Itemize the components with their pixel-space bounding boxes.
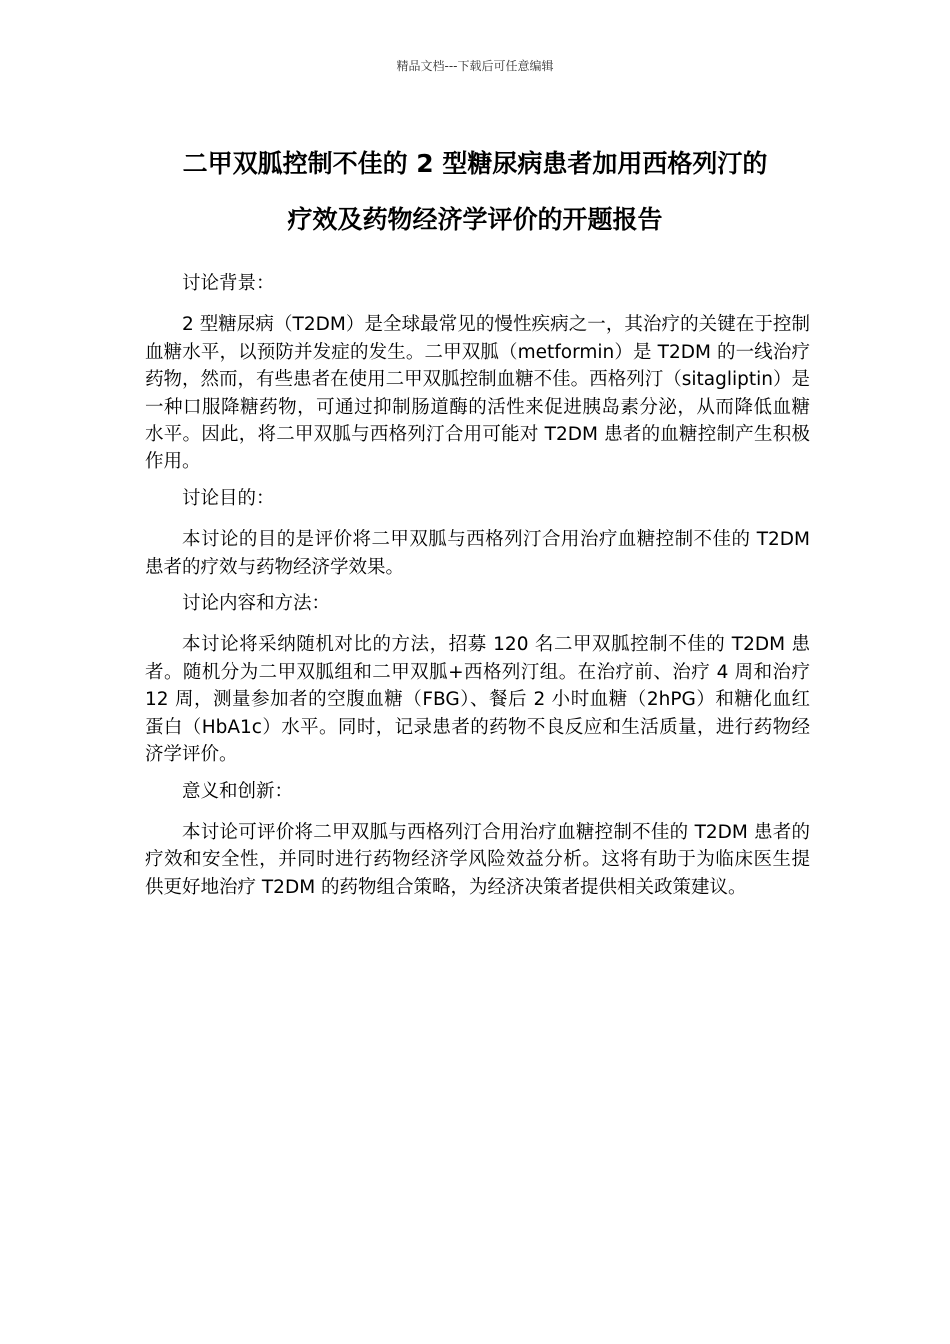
section-body-significance: 本讨论可评价将二甲双胍与西格列汀合用治疗血糖控制不佳的 T2DM 患者的疗效和安全性，并同时进行药物经济学风险效益分析。这将有助于为临床医生提供更好地治疗 T2DM 的药物组合策略，为经济决策者提供相关政策建议。 [145,821,810,898]
title-line-1: 二甲双胍控制不佳的 2 型糖尿病患者加用西格列汀的 [182,149,768,178]
header-note: 精品文档---下载后可任意编辑 [396,59,554,73]
section-body-purpose: 本讨论的目的是评价将二甲双胍与西格列汀合用治疗血糖控制不佳的 T2DM 患者的疗效与药物经济学效果。 [145,529,810,578]
section-body-methods: 本讨论将采纳随机对比的方法，招募 120 名二甲双胍控制不佳的 T2DM 患者。随机分为二甲双胍组和二甲双胍+西格列汀组。在治疗前、治疗 4 周和治疗 12 周，测量参加者的空腹血糖（FBG）、餐后 2 小时血糖（2hPG）和糖化血红蛋白（HbA1c）水平。同时，记录患者的药物不良反应和生活质量，进行药物经济学评价。 [145,634,810,766]
section-heading-significance: 意义和创新： [182,780,294,802]
section-heading-purpose: 讨论目的： [182,487,275,509]
section-heading-background: 讨论背景： [182,273,275,294]
document-title [130,136,820,248]
section-heading-methods: 讨论内容和方法： [182,593,331,615]
document-body [145,270,810,910]
section-body-background: 2 型糖尿病（T2DM）是全球最常见的慢性疾病之一，其治疗的关键在于控制血糖水平，以预防并发症的发生。二甲双胍（metformin）是 T2DM 的一线治疗药物，然而，有些患者在使用二甲双胍控制血糖不佳。西格列汀（sitagliptin）是一种口服降糖药物，可通过抑制肠道酶的活性来促进胰岛素分泌，从而降低血糖水平。因此，将二甲双胍与西格列汀合用可能对 T2DM 患者的血糖控制产生积极作用。 [145,314,810,473]
title-line-2: 疗效及药物经济学评价的开题报告 [287,205,663,234]
